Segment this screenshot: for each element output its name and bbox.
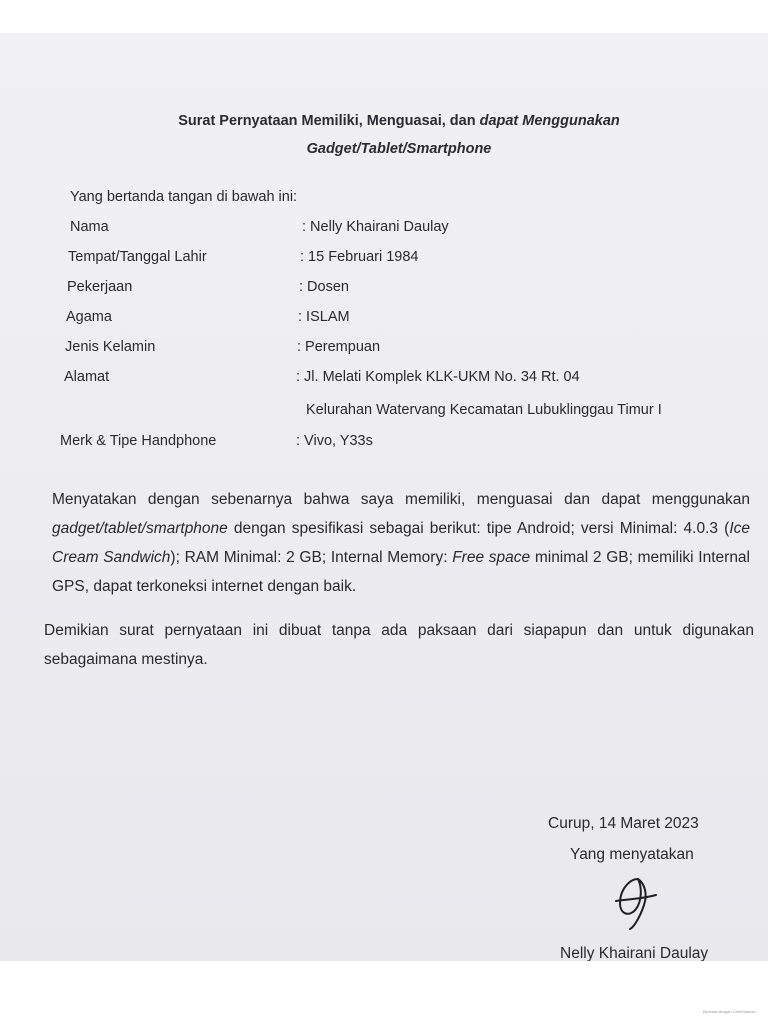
handwritten-signature bbox=[608, 873, 664, 931]
field-value: : Jl. Melati Komplek KLK-UKM No. 34 Rt. 04 bbox=[296, 369, 580, 385]
intro-text: Yang bertanda tangan di bawah ini: bbox=[70, 189, 298, 205]
letter-page bbox=[0, 33, 768, 961]
closing-paragraph: Demikian surat pernyataan ini dibuat tanpa ada paksaan dari siapapun dan untuk digunakan sebagaimana mestinya. bbox=[44, 622, 754, 668]
field-value: Kelurahan Watervang Kecamatan Lubuklinggau Timur I bbox=[306, 402, 662, 418]
place-date: Curup, 14 Maret 2023 bbox=[548, 815, 699, 832]
document-title-line-1: Surat Pernyataan Memiliki, Menguasai, dan dapat Menggunakan bbox=[178, 113, 620, 129]
field-label: Agama bbox=[66, 309, 112, 325]
field-value: : Perempuan bbox=[297, 339, 381, 355]
field-label: Jenis Kelamin bbox=[65, 339, 156, 355]
field-value: : 15 Februari 1984 bbox=[300, 249, 419, 265]
field-label: Alamat bbox=[64, 369, 110, 385]
field-value: : Vivo, Y33s bbox=[296, 433, 373, 449]
field-label: Tempat/Tanggal Lahir bbox=[68, 249, 207, 265]
field-value: : Nelly Khairani Daulay bbox=[302, 219, 449, 235]
field-label: Nama bbox=[70, 219, 109, 235]
field-label: Merk & Tipe Handphone bbox=[60, 433, 217, 449]
scanner-footer: Dipindai dengan CamScanner bbox=[702, 1009, 756, 1014]
field-label: Pekerjaan bbox=[67, 279, 133, 295]
document-title-line-2: Gadget/Tablet/Smartphone bbox=[306, 141, 492, 157]
statement-paragraph: Menyatakan dengan sebenarnya bahwa saya memiliki, menguasai dan dapat menggunakan gadget/tablet/smartphone dengan spesifikasi sebagai berikut: tipe Android; versi Minimal: 4.0.3 (Ice Cream Sandwich); RAM Minimal: 2 GB; Internal Memory: Free space minimal 2 GB; memiliki Internal GPS, dapat terkoneksi internet dengan baik. bbox=[52, 491, 750, 595]
field-value: : ISLAM bbox=[298, 309, 350, 325]
field-value: : Dosen bbox=[299, 279, 349, 295]
signer-name: Nelly Khairani Daulay bbox=[560, 945, 709, 961]
closing-phrase: Yang menyatakan bbox=[570, 846, 694, 863]
